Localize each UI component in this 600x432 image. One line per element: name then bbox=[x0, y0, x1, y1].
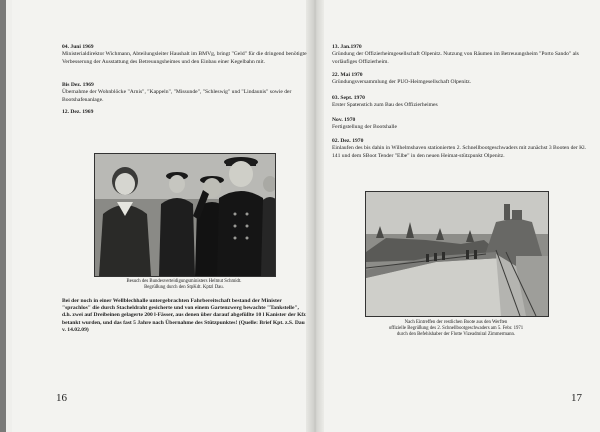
entry-date: 03. Sept. 1970 bbox=[332, 95, 365, 101]
chronology-entry bbox=[332, 95, 588, 110]
entry-date: 12. Dez. 1969 bbox=[62, 109, 94, 115]
harbor-boats-photo bbox=[365, 191, 549, 317]
entry-text: Erster Spatenstich zum Bau des Offizierheimes bbox=[332, 102, 438, 109]
chronology-entry bbox=[332, 72, 588, 87]
photo-caption bbox=[352, 320, 560, 339]
page-number: 17 bbox=[571, 392, 582, 404]
chronology-entry bbox=[332, 117, 588, 132]
entry-text: Fertigstellung der Bootshalle bbox=[332, 124, 397, 131]
caption-line: offizielle Begrüßung des 2. Schnellbootgeschwaders am 5. Febr. 1971 bbox=[388, 326, 524, 332]
chronology-entry bbox=[62, 82, 308, 104]
book-gutter bbox=[306, 0, 324, 432]
entry-date: 04. Juni 1969 bbox=[62, 44, 94, 50]
photo-illustration bbox=[366, 192, 548, 316]
minister-visit-photo bbox=[94, 153, 276, 277]
caption-line: durch den Befehlshaber der Flotte Vizeadmiral Zimmermann. bbox=[396, 332, 516, 338]
entry-date: Nov. 1970 bbox=[332, 117, 356, 123]
chronology-entry bbox=[332, 138, 588, 160]
page-number: 16 bbox=[56, 392, 67, 404]
entry-text: Übernahme der Wohnblöcke "Arnis", "Kappeln", "Missunde", "Schleswig" und "Lindaunis" sowie der Bootshafenanlage. bbox=[62, 89, 292, 103]
caption-line: Begrüßung durch den StpKdt. Kptzl Dau. bbox=[144, 285, 224, 291]
entry-date: 02. Dez. 1970 bbox=[332, 138, 364, 144]
photo-illustration bbox=[95, 154, 275, 276]
entry-date: 13. Jan.1970 bbox=[332, 44, 362, 50]
caption-line: Nach Eintreffen der restlichen Boote aus den Werften bbox=[404, 320, 508, 325]
entry-text: Gründung der Offizierheimgesellschaft Olpenitz. Nutzung von Räumen im Betreuungsheim "Porto Sando" als vorläufiges Offizierheim. bbox=[332, 51, 579, 65]
body-paragraph: Bei der noch in einer Wellblechhalle untergebrachten Fahrbereitschaft bestand der Minister "sprachlos" die durch Stacheldraht gesicherte und von einem Gartenzwerg bewachte "Tankstelle", d.h. zwei auf Dreibeinen gelagerte 200 l-Fässer, aus denen über darauf abgefüllte 10 l Kanister der Kfz betankt wurden, und das fast 5 Jahre nach Übernahme des Stützpunktes! (Quelle: Brief Kpt. z.S. Dau v. 14.02.09) bbox=[62, 298, 306, 333]
entry-date: Bis Dez. 1969 bbox=[62, 82, 94, 88]
photo-caption bbox=[94, 279, 274, 291]
entry-text: Einlaufen des bis dahin in Wilhelmshaven stationierten 2. Schnellbootgeschwaders mit zunächst 3 Booten der Kl. 141 und dem SBoot Tender "Elbe" in den neuen Heimat-stützpunkt Olpenitz. bbox=[332, 145, 587, 159]
entry-text: Gründungsversammlung der PUO-Heimgesellschaft Olpenitz. bbox=[332, 79, 472, 86]
entry-text: Ministerialdirektor Wichmann, Abteilungsleiter Haushalt im BMVg, bringt "Geld" für die dringend benötigte Verbesserung der Ausstattung des Betreuungsheimes und den Einbau einer Kegelbahn mit. bbox=[62, 51, 307, 65]
entry-date: 22. Mai 1970 bbox=[332, 72, 363, 78]
chronology-entry bbox=[332, 44, 588, 66]
chronology-entry bbox=[62, 109, 308, 116]
book-spread bbox=[6, 0, 596, 432]
chronology-entry bbox=[62, 44, 308, 66]
caption-line: Besuch des Bundesverteidigungsministers Helmut Schmidt. bbox=[126, 279, 242, 284]
